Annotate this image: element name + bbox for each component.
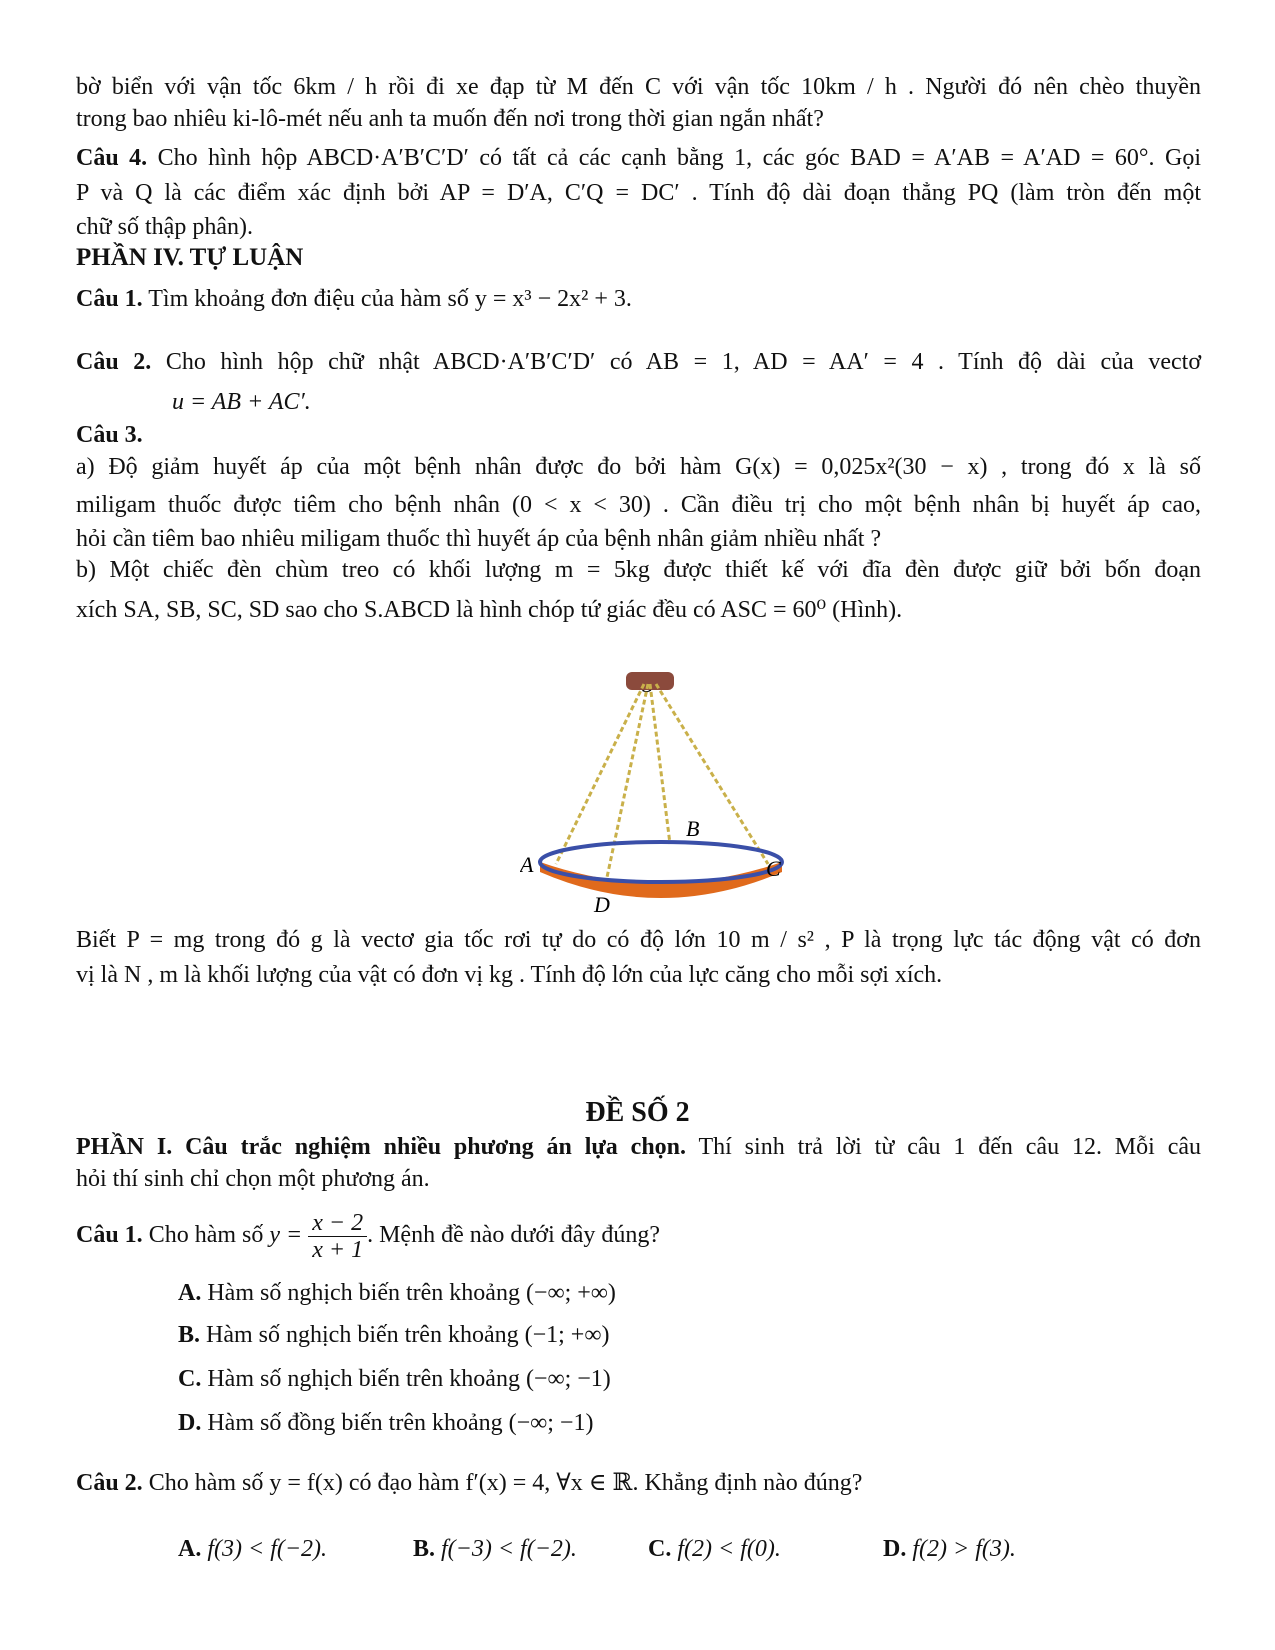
exam-title: ĐỀ SỐ 2 [585,1097,690,1128]
option-key: D. [178,1410,202,1436]
chandelier-figure [520,672,840,962]
option-key: C. [648,1536,672,1562]
option-text: f(2) > f(3). [912,1536,1016,1562]
essay-question-2 [76,347,1201,377]
question-label: Câu 3. [76,422,143,448]
option-text: f(−3) < f(−2). [441,1536,577,1562]
answer-option-a[interactable] [178,1536,413,1563]
option-key: B. [178,1322,201,1348]
label-b: B [686,816,700,841]
question-text: Cho hình hộp chữ nhật ABCD·A′B′C′D′ có AB = 1, AD = AA′ = 4 . Tính độ dài của vectơ [165,349,1202,375]
option-text: Hàm số nghịch biến trên khoảng (−∞; +∞) [207,1280,616,1306]
question-4 [76,143,1201,173]
part1-text: Thí sinh trả lời từ câu 1 đến câu 12. Mỗi câu [698,1134,1201,1160]
section-heading: PHẦN IV. TỰ LUẬN [76,244,304,271]
text-line: Biết P = mg trong đó g là vectơ gia tốc rơi tự do có độ lớn 10 m / s² , P là trọng lực tác động vật có đơn [76,927,1201,953]
answer-option-b[interactable] [178,1320,609,1350]
fraction-numerator: x − 2 [308,1210,367,1237]
option-key: A. [178,1280,202,1306]
chain-sb [650,684,670,844]
mcq-question-2 [76,1468,1201,1498]
option-text: f(2) < f(0). [677,1536,781,1562]
option-text: Hàm số nghịch biến trên khoảng (−∞; −1) [207,1366,611,1392]
option-key: D. [883,1536,907,1562]
function-var: y = [269,1222,303,1248]
answer-option-c[interactable] [648,1536,883,1563]
chain-sa [556,684,644,864]
essay-question-1 [76,284,1201,314]
text-line: a) Độ giảm huyết áp của một bệnh nhân được đo bởi hàm G(x) = 0,025x²(30 − x) , trong đó x là số [76,454,1201,480]
answer-option-d[interactable] [178,1408,593,1438]
fraction [308,1210,367,1263]
text-line: vị là N , m là khối lượng của vật có đơn vị kg . Tính độ lớn của lực căng cho mỗi sợi xích. [76,962,943,988]
question-label: Câu 2. [76,1470,143,1496]
text-line: hỏi thí sinh chỉ chọn một phương án. [76,1166,430,1192]
mcq-question-1 [76,1205,1201,1265]
text-line: trong bao nhiêu ki-lô-mét nếu anh ta muốn đến nơi trong thời gian ngắn nhất? [76,106,824,132]
text-line: b) Một chiếc đèn chùm treo có khối lượng m = 5kg được thiết kế với đĩa đèn được giữ bởi bốn đoạn [76,557,1201,583]
text-line: xích SA, SB, SC, SD sao cho S.ABCD là hình chóp tứ giác đều có ASC = 60⁰ (Hình). [76,597,903,623]
lamp-disk-rim [540,842,782,882]
option-key: B. [413,1536,436,1562]
label-d: D [594,892,610,917]
chain-sc [656,684,768,864]
chains [556,684,768,882]
text-line: hỏi cần tiêm bao nhiêu miligam thuốc thì huyết áp của bệnh nhân giảm nhiều nhất ? [76,526,882,552]
option-text: Hàm số đồng biến trên khoảng (−∞; −1) [207,1410,594,1436]
label-c: C [766,856,781,881]
question-label: Câu 2. [76,349,152,375]
answer-option-b[interactable] [413,1536,648,1563]
option-key: A. [178,1536,202,1562]
formula-line: u = AB + AC′. [172,389,311,415]
question-label: Câu 4. [76,145,148,171]
part1-bold: PHẦN I. Câu trắc nghiệm nhiều phương án lựa chọn. [76,1134,687,1160]
question-suffix: . Mệnh đề nào dưới đây đúng? [367,1222,661,1248]
answer-option-c[interactable] [178,1364,611,1394]
part1-heading [76,1132,1201,1162]
answer-option-a[interactable] [178,1278,616,1308]
option-text: Hàm số nghịch biến trên khoảng (−1; +∞) [206,1322,610,1348]
chain-sd [606,684,648,882]
option-key: C. [178,1366,202,1392]
question-prefix: Cho hàm số [148,1222,264,1248]
option-text: f(3) < f(−2). [207,1536,328,1562]
text-line: chữ số thập phân). [76,214,253,240]
fraction-denominator: x + 1 [312,1236,364,1263]
text-line: miligam thuốc được tiêm cho bệnh nhân (0 < x < 30) . Cần điều trị cho một bệnh nhân bị huyết áp cao, [76,492,1201,518]
question-text: Cho hàm số y = f(x) có đạo hàm f′(x) = 4, ∀x ∈ ℝ. Khẳng định nào đúng? [148,1470,863,1496]
question-label: Câu 1. [76,1222,143,1248]
label-a: A [520,852,534,877]
question-label: Câu 1. [76,286,143,312]
answer-option-d[interactable] [883,1536,1118,1563]
text-line: P và Q là các điểm xác định bởi AP = D′A, C′Q = DC′ . Tính độ dài đoạn thẳng PQ (làm tròn đến một [76,180,1201,206]
answer-options-row [178,1536,1078,1563]
question-text: Tìm khoảng đơn điệu của hàm số y = x³ − 2x² + 3. [148,286,632,312]
text-line: bờ biển với vận tốc 6km / h rồi đi xe đạp từ M đến C với vận tốc 10km / h . Người đó nên chèo thuyền [76,74,1201,100]
question-text: Cho hình hộp ABCD·A′B′C′D′ có tất cả các cạnh bằng 1, các góc BAD = A′AB = A′AD = 60°. Gọi [157,145,1201,171]
